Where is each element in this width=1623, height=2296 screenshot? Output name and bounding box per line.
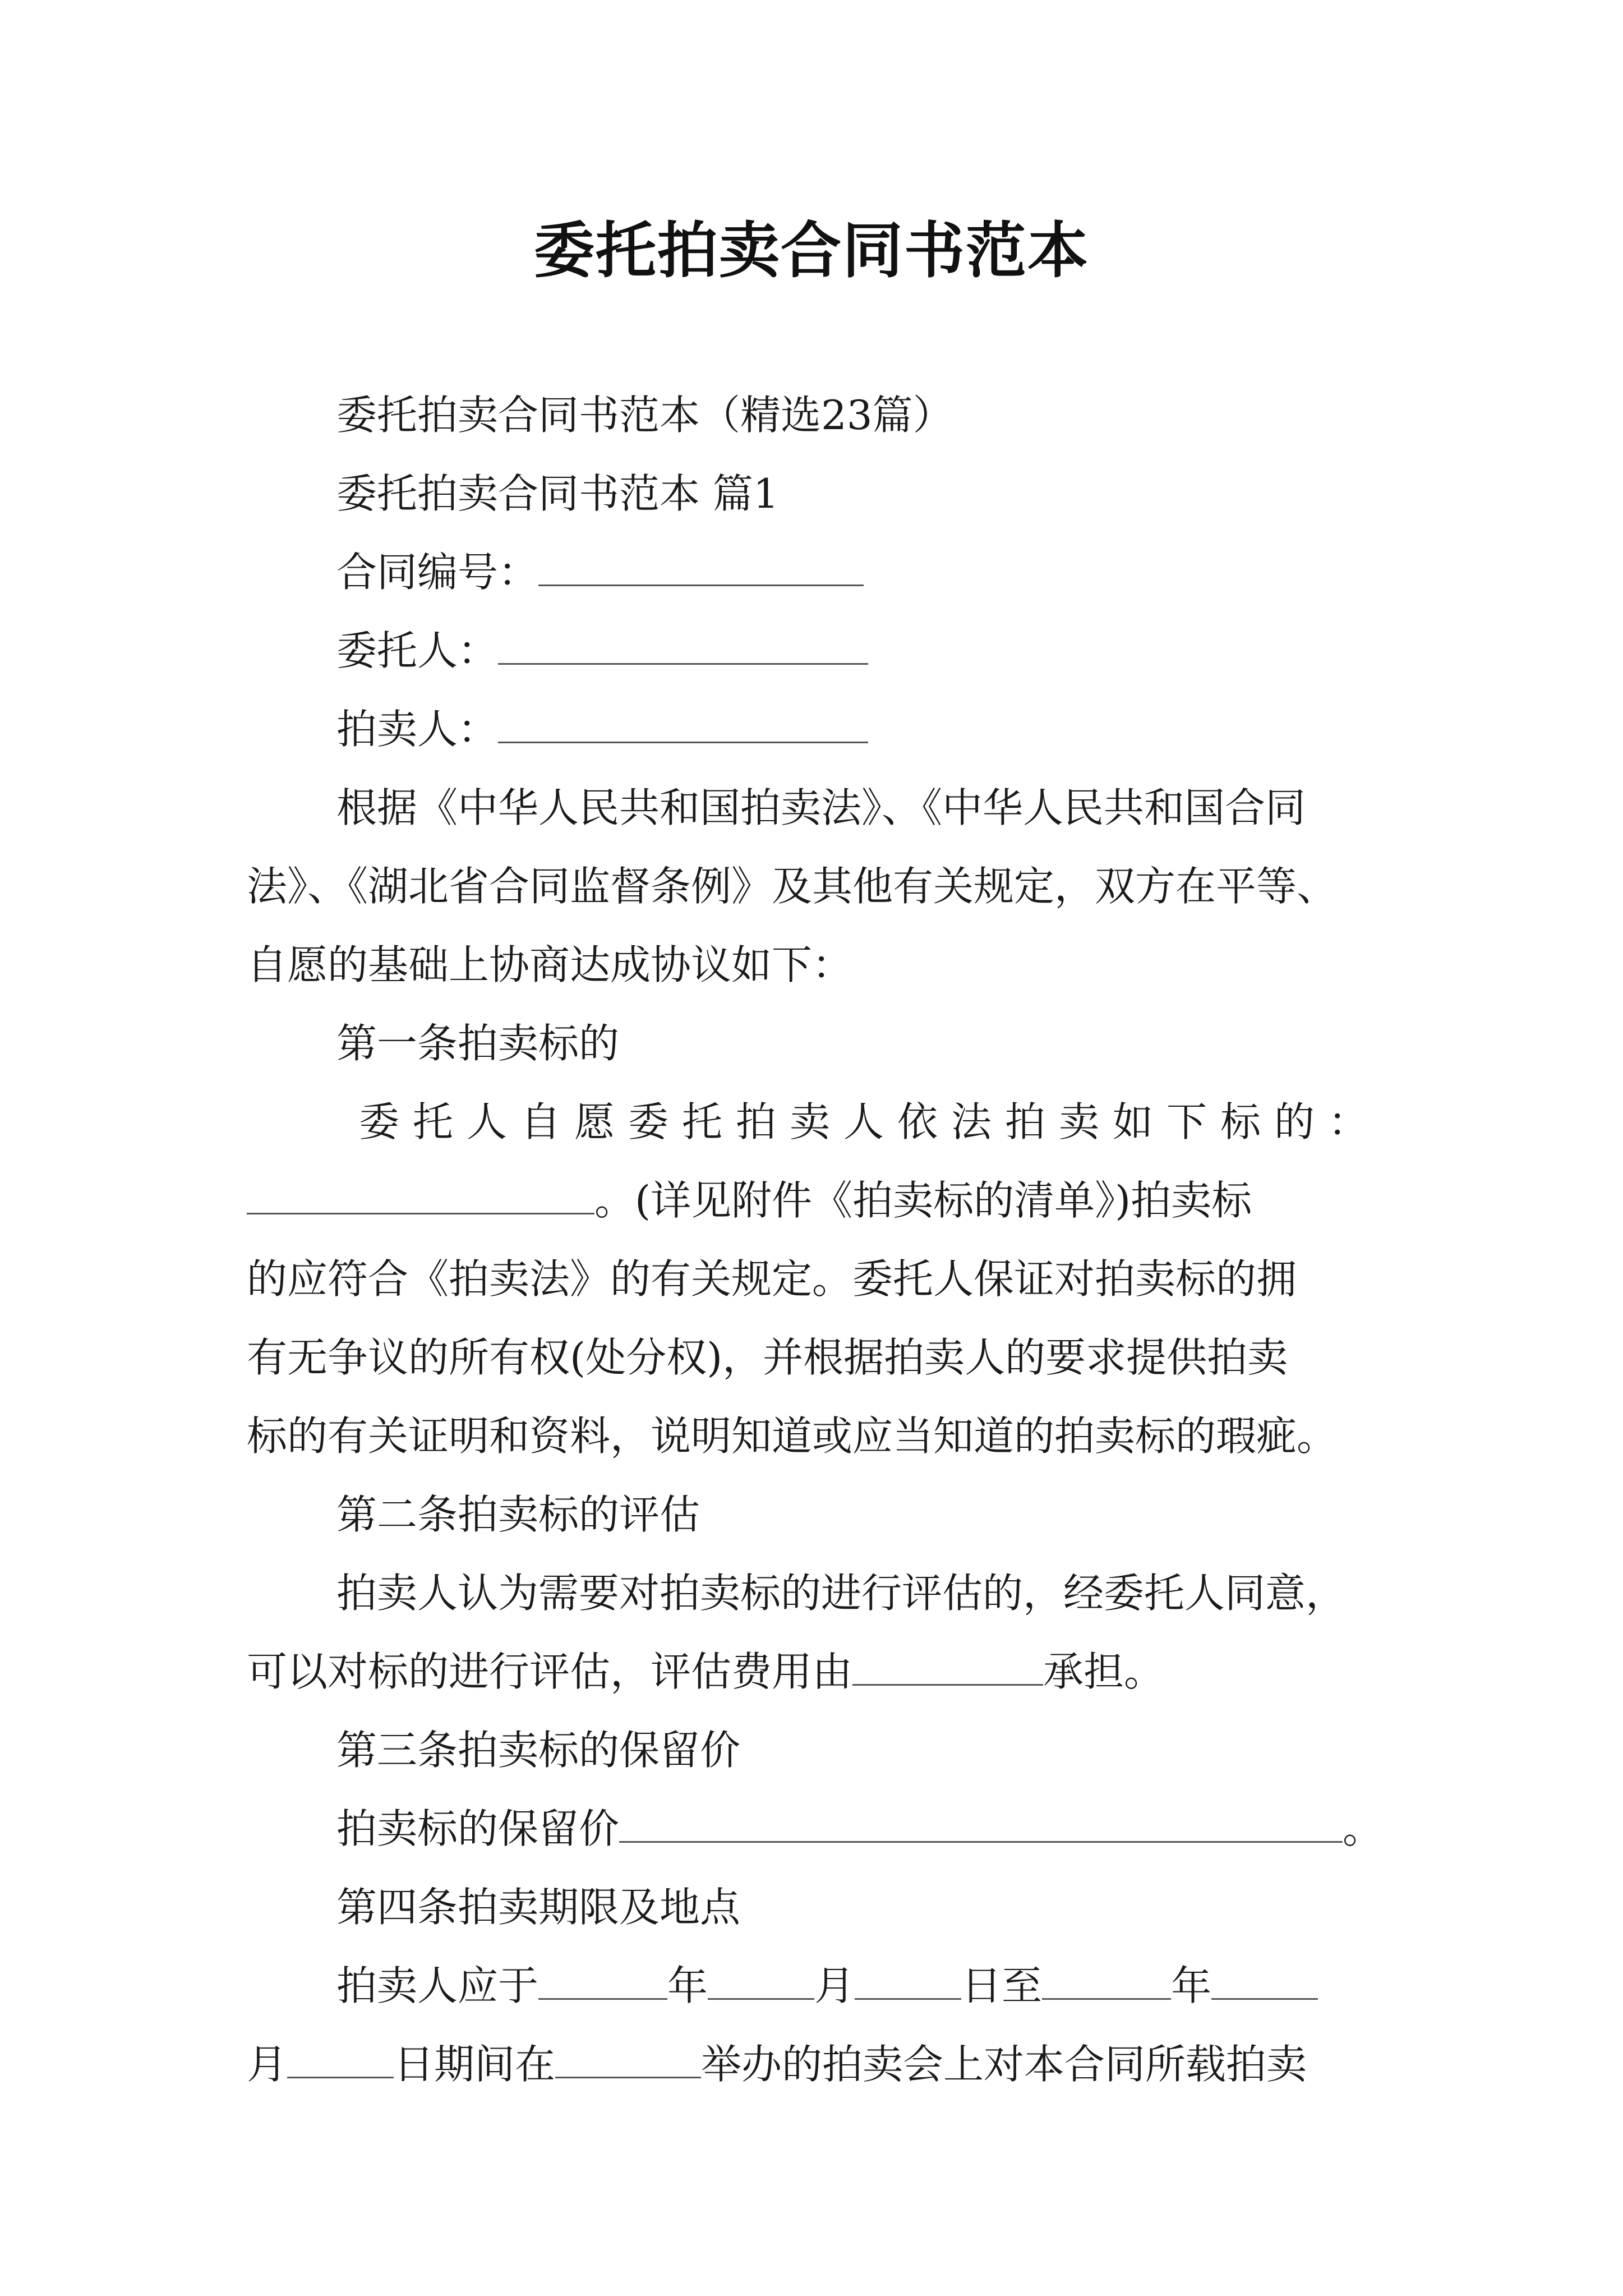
contract-number-field: [336, 533, 1481, 611]
article-2-line-2: [247, 1632, 1391, 1711]
intro-line-2: 法》、《湖北省合同监督条例》及其他有关规定，双方在平等、: [247, 863, 1338, 910]
end-year-label: 年: [1171, 1962, 1212, 2009]
article-1-line-1: 委托人自愿委托拍卖人依法拍卖如下标的：: [359, 1098, 1382, 1145]
article-3-heading: 第三条拍卖标的保留价: [336, 1727, 741, 1774]
article-4-heading: 第四条拍卖期限及地点: [336, 1884, 741, 1931]
reserve-price-blank: [619, 1806, 1343, 1843]
article-1-line-2-text: 。(详见附件《拍卖标的清单》)拍卖标: [594, 1177, 1252, 1224]
article-2-line-1: 拍卖人认为需要对拍卖标的进行评估的，经委托人同意，: [336, 1570, 1347, 1617]
start-year-blank: [538, 1963, 667, 2000]
start-month-blank: [708, 1963, 814, 2000]
client-label: 委托人：: [336, 627, 499, 674]
start-month-label: 月: [814, 1962, 855, 2009]
auction-subject-blank: [247, 1178, 594, 1214]
document-title: 委托拍卖合同书范本: [533, 215, 1089, 286]
article-1-line-2: [247, 1161, 1391, 1240]
end-day-label: 日期间在: [394, 2041, 556, 2088]
end-month-label: 月: [247, 2041, 288, 2088]
end-month-blank: [1211, 1963, 1318, 2000]
start-year-label: 年: [667, 1962, 708, 2009]
document-subtitle: 委托拍卖合同书范本（精选23篇）: [336, 392, 953, 439]
auctioneer-label: 拍卖人：: [336, 706, 499, 753]
article-2-line-2-tail: 承担。: [1043, 1648, 1165, 1695]
article-2-heading: 第二条拍卖标的评估: [336, 1491, 700, 1538]
contract-number-blank: [538, 550, 864, 586]
venue-blank: [555, 2042, 701, 2078]
start-day-blank: [855, 1963, 961, 2000]
article-1-line-5: 标的有关证明和资料，说明知道或应当知道的拍卖标的瑕疵。: [247, 1412, 1338, 1460]
article-1-line-3: 的应符合《拍卖法》的有关规定。委托人保证对拍卖标的拥: [247, 1255, 1297, 1303]
article-1-heading: 第一条拍卖标的: [336, 1020, 620, 1067]
end-year-blank: [1042, 1963, 1171, 2000]
auctioneer-blank: [498, 707, 868, 743]
end-day-blank: [287, 2042, 394, 2078]
client-blank: [498, 628, 868, 665]
article-4-line-1-head: 拍卖人应于: [336, 1962, 539, 2009]
article-4-line-2: [247, 2025, 1391, 2104]
article-1-line-4: 有无争议的所有权(处分权)，并根据拍卖人的要求提供拍卖: [247, 1334, 1288, 1381]
article-3-line-1-tail: 。: [1343, 1805, 1384, 1852]
intro-line-3: 自愿的基础上协商达成协议如下：: [247, 941, 853, 988]
article-2-line-2-head: 可以对标的进行评估，评估费用由: [247, 1648, 853, 1695]
intro-line-1: 根据《中华人民共和国拍卖法》、《中华人民共和国合同: [336, 784, 1306, 831]
article-3-line-1: [336, 1789, 1481, 1868]
article-4-line-2-tail: 举办的拍卖会上对本合同所载拍卖: [701, 2041, 1307, 2088]
start-day-label: 日至: [961, 1962, 1043, 2009]
contract-number-label: 合同编号：: [336, 549, 539, 596]
article-4-line-1: [336, 1947, 1481, 2025]
client-field: [336, 611, 1481, 690]
auctioneer-field: [336, 690, 1481, 769]
fee-bearer-blank: [852, 1649, 1043, 1686]
section-heading: 委托拍卖合同书范本 篇1: [336, 470, 779, 517]
article-3-line-1-head: 拍卖标的保留价: [336, 1805, 620, 1852]
